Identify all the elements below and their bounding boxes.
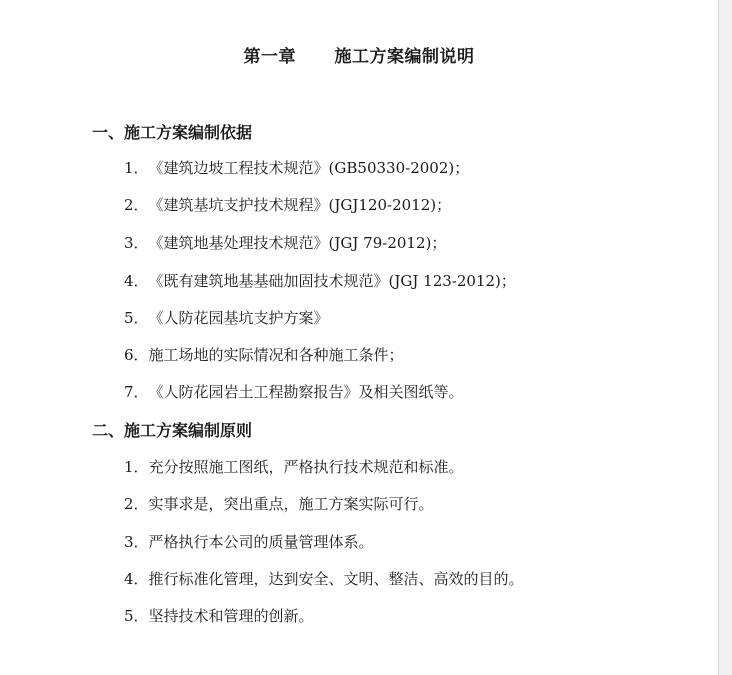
list-item — [124, 381, 464, 402]
item-text: 《人防花园基坑支护方案》 — [148, 309, 329, 327]
list-item — [124, 344, 404, 365]
item-text: 实事求是，突出重点，施工方案实际可行。 — [148, 495, 434, 513]
item-number: 1． — [124, 458, 149, 476]
list-item — [124, 568, 524, 589]
item-text: 《建筑基坑支护技术规程》(JGJ120-2012)； — [148, 196, 452, 214]
item-text: 《人防花园岩土工程勘察报告》及相关图纸等。 — [148, 383, 464, 401]
list-item — [124, 493, 434, 514]
item-number: 6． — [124, 346, 149, 364]
chapter-title: 第一章 施工方案编制说明 — [243, 47, 475, 67]
item-number: 4． — [124, 272, 149, 290]
item-number: 3． — [124, 533, 149, 551]
list-item — [124, 605, 314, 626]
list-item — [124, 157, 469, 178]
section-heading-principles: 二、施工方案编制原则 — [92, 421, 253, 440]
item-text: 《既有建筑地基基础加固技术规范》(JGJ 123-2012)； — [148, 272, 516, 290]
item-number: 2． — [124, 495, 149, 513]
item-text: 施工场地的实际情况和各种施工条件； — [148, 346, 404, 364]
list-item — [124, 307, 329, 328]
item-text: 《建筑地基处理技术规范》(JGJ 79-2012)； — [148, 234, 447, 252]
list-item — [124, 232, 446, 253]
item-number: 5． — [124, 607, 149, 625]
item-text: 《建筑边坡工程技术规范》(GB50330-2002)； — [148, 159, 470, 177]
list-item — [124, 194, 451, 215]
page-gutter — [718, 0, 732, 675]
list-item — [124, 456, 464, 477]
item-text: 充分按照施工图纸，严格执行技术规范和标准。 — [148, 458, 464, 476]
item-number: 4． — [124, 570, 149, 588]
item-number: 5． — [124, 309, 149, 327]
section-heading-basis: 一、施工方案编制依据 — [92, 123, 253, 142]
item-text: 坚持技术和管理的创新。 — [148, 607, 314, 625]
item-text: 严格执行本公司的质量管理体系。 — [148, 533, 374, 551]
item-number: 2． — [124, 196, 149, 214]
list-item — [124, 531, 374, 552]
item-number: 7． — [124, 383, 149, 401]
item-number: 1． — [124, 159, 149, 177]
item-text: 推行标准化管理，达到安全、文明、整洁、高效的目的。 — [148, 570, 524, 588]
list-item — [124, 270, 516, 291]
item-number: 3． — [124, 234, 149, 252]
